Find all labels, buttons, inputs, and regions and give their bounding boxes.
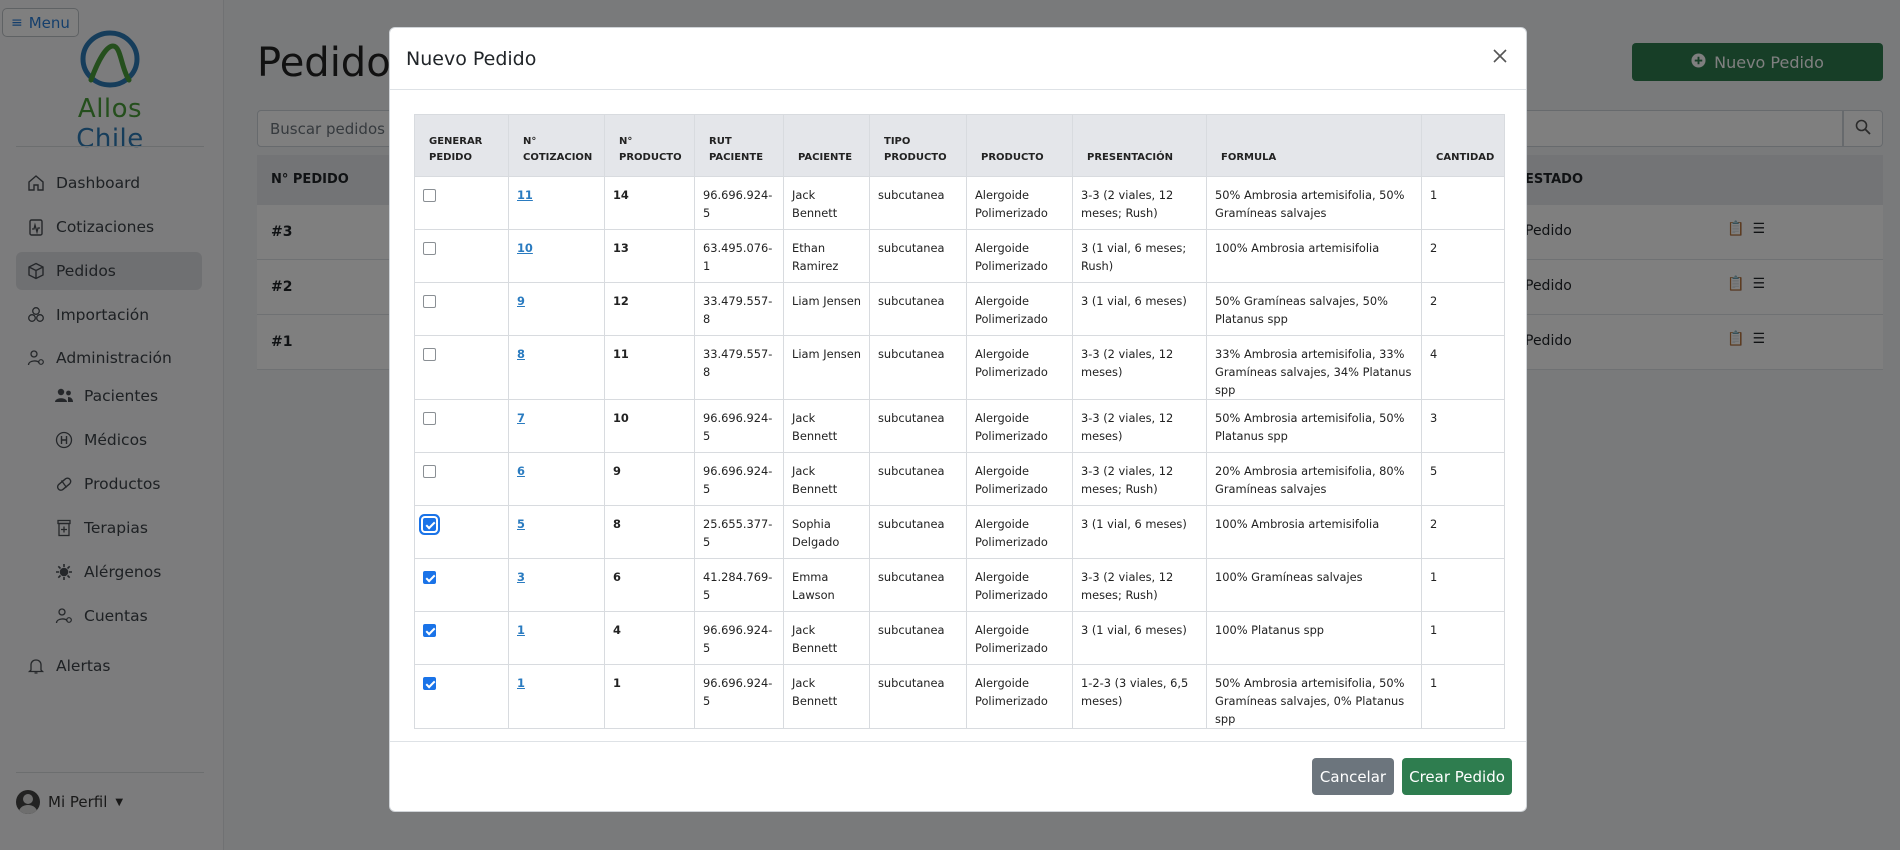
prod-cell: 8 bbox=[605, 506, 695, 559]
presentacion-cell: 3 (1 vial, 6 meses) bbox=[1073, 506, 1207, 559]
table-row bbox=[415, 612, 1505, 665]
quote-number-cell bbox=[509, 506, 605, 559]
quote-number-cell bbox=[509, 665, 605, 729]
prod-cell: 14 bbox=[605, 177, 695, 230]
column-header: PRESENTACIÓN bbox=[1073, 115, 1207, 177]
table-body bbox=[415, 177, 1505, 729]
prod-cell: 12 bbox=[605, 283, 695, 336]
paciente-cell: Jack Bennett bbox=[784, 612, 870, 665]
modal-header bbox=[390, 28, 1526, 90]
column-header: FORMULA bbox=[1207, 115, 1422, 177]
presentacion-cell: 3-3 (2 viales, 12 meses; Rush) bbox=[1073, 559, 1207, 612]
producto-cell: Alergoide Polimerizado bbox=[967, 453, 1073, 506]
prod-cell: 9 bbox=[605, 453, 695, 506]
cancel-button[interactable]: Cancelar bbox=[1312, 758, 1394, 795]
create-order-button[interactable]: Crear Pedido bbox=[1402, 758, 1512, 795]
quote-link[interactable]: 3 bbox=[517, 570, 525, 584]
producto-cell: Alergoide Polimerizado bbox=[967, 283, 1073, 336]
rut-cell: 96.696.924-5 bbox=[695, 177, 784, 230]
quotes-table bbox=[414, 114, 1505, 729]
formula-cell: 100% Gramíneas salvajes bbox=[1207, 559, 1422, 612]
close-button[interactable] bbox=[1488, 46, 1512, 70]
column-header: PACIENTE bbox=[784, 115, 870, 177]
quote-link[interactable]: 1 bbox=[517, 676, 525, 690]
quote-link[interactable]: 1 bbox=[517, 623, 525, 637]
formula-cell: 100% Ambrosia artemisifolia bbox=[1207, 230, 1422, 283]
quote-link[interactable]: 11 bbox=[517, 188, 533, 202]
paciente-cell: Liam Jensen bbox=[784, 283, 870, 336]
cantidad-cell: 5 bbox=[1422, 453, 1505, 506]
formula-cell: 50% Ambrosia artemisifolia, 50% Gramíneas salvajes, 0% Platanus spp bbox=[1207, 665, 1422, 729]
quote-number-cell bbox=[509, 230, 605, 283]
formula-cell: 100% Ambrosia artemisifolia bbox=[1207, 506, 1422, 559]
formula-cell: 50% Ambrosia artemisifolia, 50% Platanus spp bbox=[1207, 400, 1422, 453]
generate-order-checkbox[interactable] bbox=[423, 571, 436, 584]
checkbox-cell bbox=[415, 506, 509, 559]
tipo-cell: subcutanea bbox=[870, 283, 967, 336]
producto-cell: Alergoide Polimerizado bbox=[967, 665, 1073, 729]
checkbox-cell bbox=[415, 283, 509, 336]
quote-number-cell bbox=[509, 400, 605, 453]
tipo-cell: subcutanea bbox=[870, 559, 967, 612]
tipo-cell: subcutanea bbox=[870, 230, 967, 283]
checkbox-cell bbox=[415, 230, 509, 283]
quote-link[interactable]: 5 bbox=[517, 517, 525, 531]
tipo-cell: subcutanea bbox=[870, 453, 967, 506]
rut-cell: 96.696.924-5 bbox=[695, 453, 784, 506]
tipo-cell: subcutanea bbox=[870, 177, 967, 230]
cantidad-cell: 2 bbox=[1422, 506, 1505, 559]
modal-footer bbox=[390, 741, 1526, 811]
presentacion-cell: 3 (1 vial, 6 meses) bbox=[1073, 283, 1207, 336]
producto-cell: Alergoide Polimerizado bbox=[967, 612, 1073, 665]
cantidad-cell: 1 bbox=[1422, 612, 1505, 665]
quote-link[interactable]: 8 bbox=[517, 347, 525, 361]
formula-cell: 50% Ambrosia artemisifolia, 50% Gramíneas salvajes bbox=[1207, 177, 1422, 230]
new-order-modal bbox=[389, 27, 1527, 812]
presentacion-cell: 3 (1 vial, 6 meses; Rush) bbox=[1073, 230, 1207, 283]
rut-cell: 33.479.557-8 bbox=[695, 283, 784, 336]
presentacion-cell: 3-3 (2 viales, 12 meses) bbox=[1073, 336, 1207, 400]
table-row bbox=[415, 177, 1505, 230]
column-header: GENERAR PEDIDO bbox=[415, 115, 509, 177]
tipo-cell: subcutanea bbox=[870, 400, 967, 453]
cantidad-cell: 1 bbox=[1422, 559, 1505, 612]
paciente-cell: Jack Bennett bbox=[784, 400, 870, 453]
rut-cell: 33.479.557-8 bbox=[695, 336, 784, 400]
generate-order-checkbox[interactable] bbox=[423, 348, 436, 361]
presentacion-cell: 1-2-3 (3 viales, 6,5 meses) bbox=[1073, 665, 1207, 729]
paciente-cell: Emma Lawson bbox=[784, 559, 870, 612]
tipo-cell: subcutanea bbox=[870, 336, 967, 400]
quote-link[interactable]: 7 bbox=[517, 411, 525, 425]
cantidad-cell: 2 bbox=[1422, 230, 1505, 283]
rut-cell: 41.284.769-5 bbox=[695, 559, 784, 612]
cantidad-cell: 1 bbox=[1422, 665, 1505, 729]
rut-cell: 96.696.924-5 bbox=[695, 665, 784, 729]
generate-order-checkbox[interactable] bbox=[423, 624, 436, 637]
rut-cell: 25.655.377-5 bbox=[695, 506, 784, 559]
tipo-cell: subcutanea bbox=[870, 665, 967, 729]
generate-order-checkbox[interactable] bbox=[423, 242, 436, 255]
paciente-cell: Sophia Delgado bbox=[784, 506, 870, 559]
generate-order-checkbox[interactable] bbox=[423, 189, 436, 202]
generate-order-checkbox[interactable] bbox=[423, 295, 436, 308]
generate-order-checkbox[interactable] bbox=[423, 412, 436, 425]
presentacion-cell: 3-3 (2 viales, 12 meses) bbox=[1073, 400, 1207, 453]
formula-cell: 33% Ambrosia artemisifolia, 33% Gramíneas salvajes, 34% Platanus spp bbox=[1207, 336, 1422, 400]
table-row bbox=[415, 506, 1505, 559]
formula-cell: 20% Ambrosia artemisifolia, 80% Gramíneas salvajes bbox=[1207, 453, 1422, 506]
formula-cell: 50% Gramíneas salvajes, 50% Platanus spp bbox=[1207, 283, 1422, 336]
prod-cell: 6 bbox=[605, 559, 695, 612]
paciente-cell: Jack Bennett bbox=[784, 453, 870, 506]
table-row bbox=[415, 453, 1505, 506]
table-row bbox=[415, 665, 1505, 729]
quote-number-cell bbox=[509, 177, 605, 230]
table-row bbox=[415, 283, 1505, 336]
producto-cell: Alergoide Polimerizado bbox=[967, 230, 1073, 283]
paciente-cell: Ethan Ramirez bbox=[784, 230, 870, 283]
checkbox-cell bbox=[415, 177, 509, 230]
prod-cell: 11 bbox=[605, 336, 695, 400]
generate-order-checkbox[interactable] bbox=[423, 518, 436, 531]
column-header: TIPO PRODUCTO bbox=[870, 115, 967, 177]
prod-cell: 10 bbox=[605, 400, 695, 453]
quote-number-cell bbox=[509, 559, 605, 612]
column-header: PRODUCTO bbox=[967, 115, 1073, 177]
generate-order-checkbox[interactable] bbox=[423, 677, 436, 690]
checkbox-cell bbox=[415, 400, 509, 453]
table-row bbox=[415, 336, 1505, 400]
quote-number-cell bbox=[509, 336, 605, 400]
checkbox-cell bbox=[415, 665, 509, 729]
prod-cell: 4 bbox=[605, 612, 695, 665]
quote-link[interactable]: 9 bbox=[517, 294, 525, 308]
rut-cell: 96.696.924-5 bbox=[695, 400, 784, 453]
presentacion-cell: 3 (1 vial, 6 meses) bbox=[1073, 612, 1207, 665]
prod-cell: 1 bbox=[605, 665, 695, 729]
paciente-cell: Jack Bennett bbox=[784, 177, 870, 230]
prod-cell: 13 bbox=[605, 230, 695, 283]
producto-cell: Alergoide Polimerizado bbox=[967, 177, 1073, 230]
producto-cell: Alergoide Polimerizado bbox=[967, 506, 1073, 559]
paciente-cell: Liam Jensen bbox=[784, 336, 870, 400]
quote-link[interactable]: 10 bbox=[517, 241, 533, 255]
cantidad-cell: 4 bbox=[1422, 336, 1505, 400]
checkbox-cell bbox=[415, 336, 509, 400]
producto-cell: Alergoide Polimerizado bbox=[967, 336, 1073, 400]
table-row bbox=[415, 559, 1505, 612]
close-icon bbox=[1492, 48, 1508, 68]
cantidad-cell: 2 bbox=[1422, 283, 1505, 336]
rut-cell: 63.495.076-1 bbox=[695, 230, 784, 283]
quote-number-cell bbox=[509, 453, 605, 506]
quote-link[interactable]: 6 bbox=[517, 464, 525, 478]
producto-cell: Alergoide Polimerizado bbox=[967, 400, 1073, 453]
quote-number-cell bbox=[509, 283, 605, 336]
table-row bbox=[415, 400, 1505, 453]
column-header: N° PRODUCTO bbox=[605, 115, 695, 177]
generate-order-checkbox[interactable] bbox=[423, 465, 436, 478]
rut-cell: 96.696.924-5 bbox=[695, 612, 784, 665]
checkbox-cell bbox=[415, 559, 509, 612]
column-header: N° COTIZACION bbox=[509, 115, 605, 177]
column-header: CANTIDAD bbox=[1422, 115, 1505, 177]
presentacion-cell: 3-3 (2 viales, 12 meses; Rush) bbox=[1073, 453, 1207, 506]
checkbox-cell bbox=[415, 453, 509, 506]
table-row bbox=[415, 230, 1505, 283]
presentacion-cell: 3-3 (2 viales, 12 meses; Rush) bbox=[1073, 177, 1207, 230]
table-header-row bbox=[415, 115, 1505, 177]
paciente-cell: Jack Bennett bbox=[784, 665, 870, 729]
modal-title: Nuevo Pedido bbox=[406, 47, 537, 70]
cantidad-cell: 3 bbox=[1422, 400, 1505, 453]
cantidad-cell: 1 bbox=[1422, 177, 1505, 230]
tipo-cell: subcutanea bbox=[870, 612, 967, 665]
formula-cell: 100% Platanus spp bbox=[1207, 612, 1422, 665]
tipo-cell: subcutanea bbox=[870, 506, 967, 559]
modal-body bbox=[414, 114, 1504, 729]
quote-number-cell bbox=[509, 612, 605, 665]
checkbox-cell bbox=[415, 612, 509, 665]
producto-cell: Alergoide Polimerizado bbox=[967, 559, 1073, 612]
column-header: RUT PACIENTE bbox=[695, 115, 784, 177]
